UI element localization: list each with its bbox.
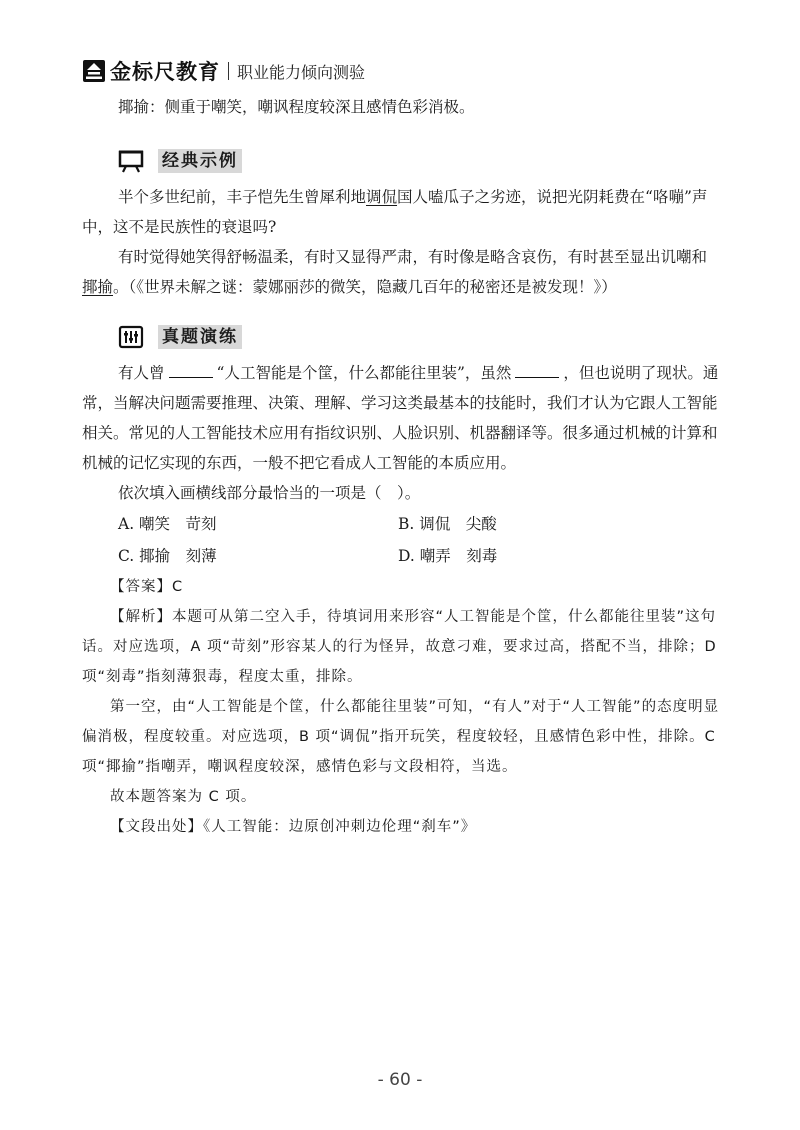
example-1-before: 半个多世纪前，丰子恺先生曾犀利地 [118,188,367,206]
analysis-block [82,572,722,842]
option-c: C. 揶揄 刻薄 [118,547,217,565]
blank-2 [515,359,559,378]
analysis-paragraph-1: 【解析】本题可从第二空入手，待填词用来形容“人工智能是个筐，什么都能往里装”这句话。对应选项，A 项“苛刻”形容某人的行为怪异，故意刁难，要求过高，搭配不当，排除；D 项“刻毒”指刻薄狠毒，程度太重，排除。 [82,609,717,685]
analysis-paragraph-2: 第一空，由“人工智能是个筐，什么都能往里装”可知，“有人”对于“人工智能”的态度明显偏消极，程度较重。对应选项，B 项“调侃”指开玩笑，程度较轻，且感情色彩中性，排除。C 项“揶揄”指嘲弄，嘲讽程度较深，感情色彩与文段相符，当选。 [82,699,720,775]
logo-icon [82,59,106,83]
example-1-keyword: 调侃 [366,188,398,206]
options-row-2 [82,540,722,572]
option-b: B. 调侃 尖酸 [398,515,497,533]
example-2-after: 。（《世界未解之谜：蒙娜丽莎的微笑，隐藏几百年的秘密还是被发现！》） [113,278,617,296]
header-divider [228,62,229,80]
example-2-keyword: 揶揄 [82,278,114,296]
option-a: A. 嘲笑 苛刻 [118,515,217,533]
question-part-3: ，但也说明了现状。通常，当解决问题需要推理、决策、理解、学习这类最基本的技能时，我们才认为它跟人工智能相关。常见的人工智能技术应用有指纹识别、人脸识别、机器翻译等。很多通过机械的计算和机械的记忆实现的东西，一般不把它看成人工智能的本质应用。 [82,364,719,472]
blank-1 [169,359,213,378]
page-number: - 60 - [377,1070,423,1090]
section-examples-title: 经典示例 [158,149,242,173]
section-examples-heading [82,144,722,178]
answer-text: 【答案】C [110,579,184,595]
example-2-before: 有时觉得她笑得舒畅温柔，有时又显得严肃，有时像是略含哀伤，有时甚至显出讥嘲和 [118,248,708,266]
question-part-2: “人工智能是个筐，什么都能往里装”，虽然 [216,364,512,382]
section-practice-heading [82,320,722,354]
options-row-1 [82,508,722,540]
example-1 [82,182,722,242]
option-d: D. 嘲弄 刻毒 [398,547,498,565]
header-subtitle: 职业能力倾向测验 [237,62,366,82]
brand-name: 金标尺教育 [110,60,220,84]
source-citation: 【文段出处】《人工智能：边原创冲刺边伦理“刹车”》 [110,819,477,835]
question-text [82,358,722,478]
page-header [82,56,365,86]
example-2 [82,242,722,302]
question-part-1: 有人曾 [118,364,165,382]
section-practice-title: 真题演练 [158,325,242,349]
answer-options [82,508,722,572]
equalizer-icon [118,325,144,349]
page-content [82,92,722,842]
example-1-after: 国人嗑瓜子之劣迹，说把光阴耗费在“咯嘣”声中，这不是民族性的衰退吗? [82,188,708,236]
question-prompt: 依次填入画横线部分最恰当的一项是（ ）。 [118,484,421,502]
definition-text: 揶揄：侧重于嘲笑，嘲讽程度较深且感情色彩消极。 [118,98,475,116]
presentation-board-icon [118,149,144,173]
analysis-conclusion: 故本题答案为 C 项。 [110,789,257,805]
